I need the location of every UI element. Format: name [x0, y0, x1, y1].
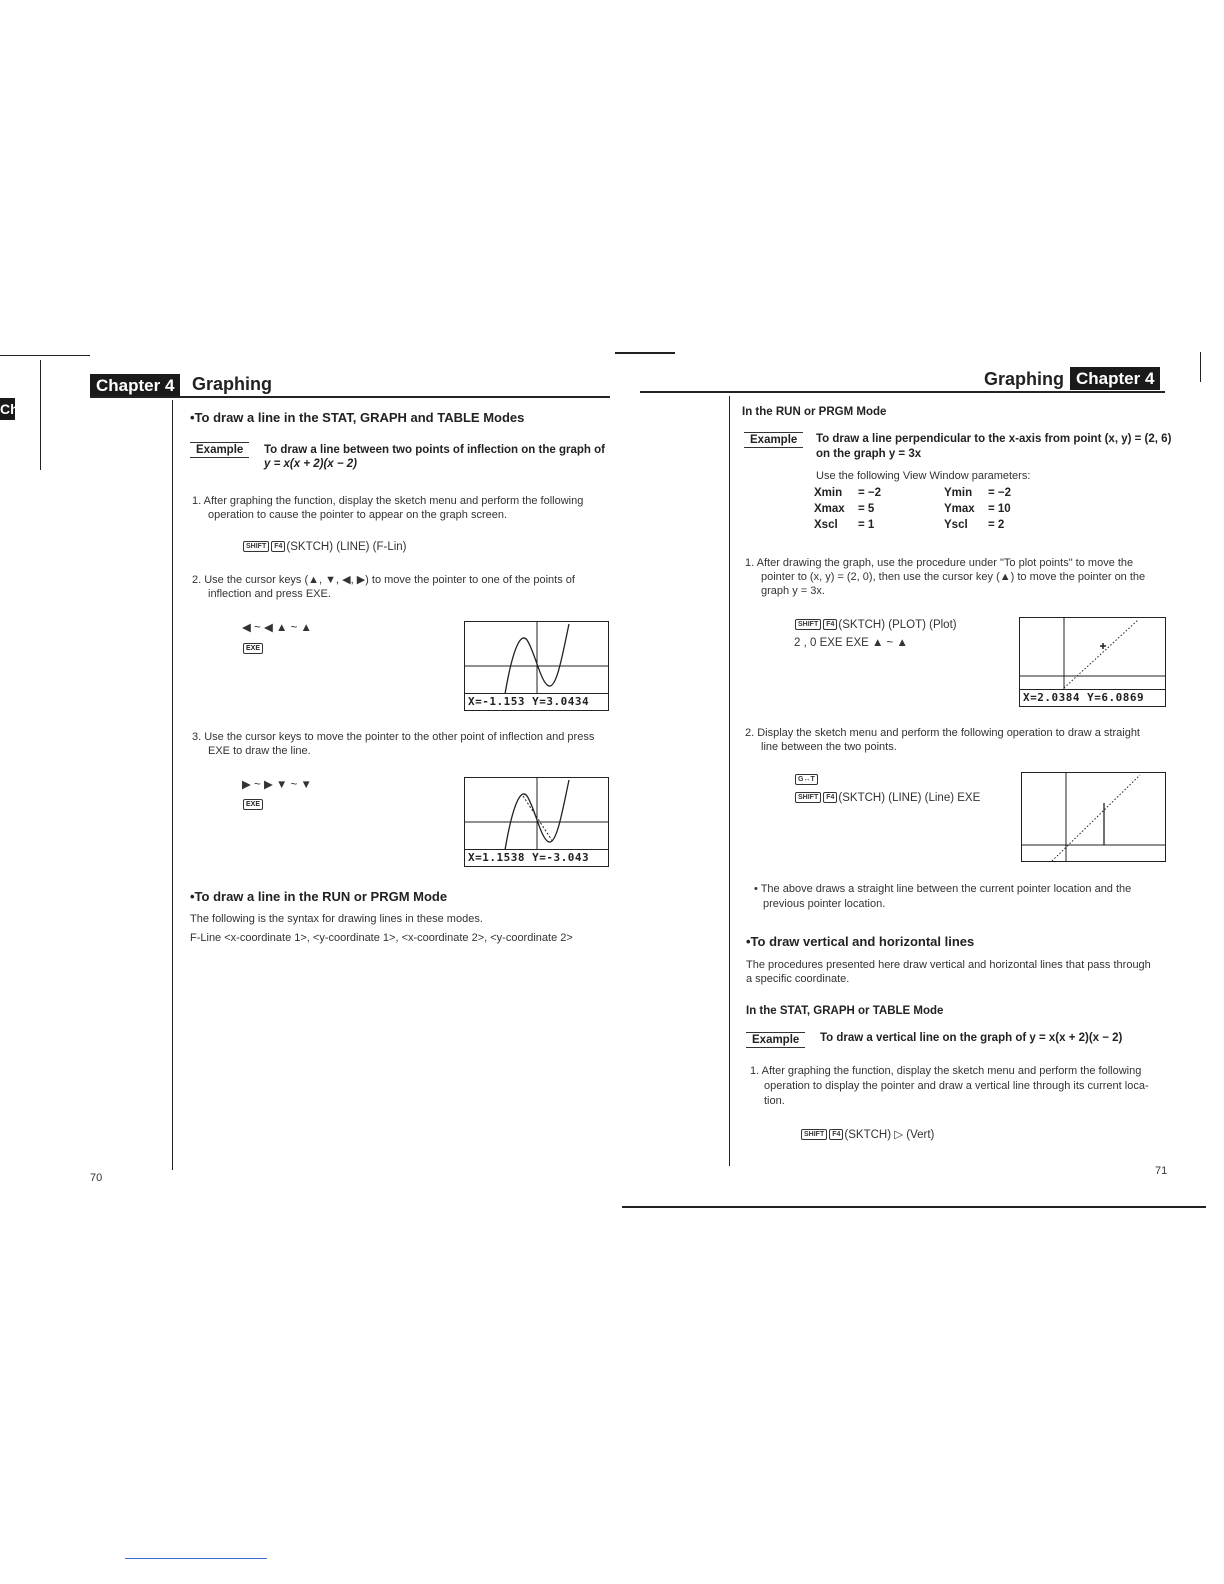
f4-key: F4 [271, 541, 285, 552]
margin-rule [729, 396, 730, 1166]
f4-key: F4 [823, 619, 837, 630]
line-y-3x [1064, 620, 1138, 688]
section-text: The procedures presented here draw vertical and horizontal lines that pass through [746, 959, 1151, 971]
header-rule [640, 391, 1165, 393]
scan-rule [0, 355, 90, 356]
key-sequence [800, 1127, 934, 1141]
calculator-screen-3 [1019, 617, 1166, 707]
params-intro: Use the following View Window parameters: [816, 470, 1031, 482]
margin-rule [172, 400, 173, 1170]
param-value: = 2 [988, 519, 1005, 531]
shift-key: SHIFT [801, 1129, 827, 1140]
key-sequence-text: (SKTCH) ▷ (Vert) [844, 1129, 935, 1141]
page-header-title: Graphing [984, 369, 1064, 389]
page-number: 71 [1155, 1165, 1168, 1177]
scan-rule [622, 1206, 1206, 1208]
shift-key: SHIFT [795, 792, 821, 803]
step-text: 2. Use the cursor keys (▲, ▼, ◀, ▶) to move the pointer to one of the points of [192, 574, 575, 586]
example-text: To draw a line perpendicular to the x-axis from point (x, y) = (2, 6) [816, 433, 1172, 445]
step-text: operation to cause the pointer to appear on the graph screen. [208, 509, 508, 521]
param-name: Ymin [944, 487, 973, 499]
scan-rule [1200, 352, 1201, 382]
header-rule [90, 396, 610, 398]
step-text: operation to display the pointer and draw a vertical line through its current loca- [764, 1080, 1149, 1092]
calculator-screen-4 [1021, 772, 1166, 862]
f4-key: F4 [823, 792, 837, 803]
step-text: line between the two points. [761, 741, 897, 753]
coordinate-readout: X=1.1538 Y=-3.043 [465, 849, 608, 866]
step-text: graph y = 3x. [761, 585, 825, 597]
line-y-3x [1052, 775, 1140, 861]
shift-key: SHIFT [243, 541, 269, 552]
mode-heading: In the RUN or PRGM Mode [742, 406, 887, 418]
shift-key: SHIFT [795, 619, 821, 630]
key-sequence-text: (SKTCH) (LINE) (F-Lin) [286, 541, 407, 553]
bullet-text: previous pointer location. [763, 898, 886, 910]
exe-key-wrap [242, 796, 264, 814]
section-heading: •To draw a line in the STAT, GRAPH and TABLE Modes [190, 410, 525, 425]
f4-key: F4 [829, 1129, 843, 1140]
step-text: EXE to draw the line. [208, 745, 311, 757]
chapter-badge: Chapter 4 [90, 374, 180, 397]
exe-key-wrap [242, 640, 264, 658]
param-value: = 10 [988, 503, 1011, 515]
step-text: inflection and press EXE. [208, 588, 331, 600]
param-value: = 1 [858, 519, 875, 531]
view-window-params [814, 485, 1017, 533]
step-text: 3. Use the cursor keys to move the pointer to the other point of inflection and press [192, 731, 595, 743]
step-text: 1. After drawing the graph, use the procedure under "To plot points" to move the [745, 557, 1134, 569]
section-text: a specific coordinate. [746, 973, 850, 985]
section-heading: •To draw vertical and horizontal lines [746, 934, 975, 949]
key-sequence [242, 541, 407, 553]
key-sequence-text: 2 , 0 EXE EXE ▲ ~ ▲ [794, 637, 908, 649]
graph-plot [1022, 773, 1165, 861]
example-label: Example [746, 1032, 805, 1048]
pointer-cross [1100, 643, 1106, 649]
param-value: = −2 [988, 487, 1012, 499]
scan-rule [40, 360, 41, 470]
example-equation: y = x(x + 2)(x − 2) [264, 458, 358, 470]
page-header-title: Graphing [192, 374, 272, 394]
param-name: Xmin [814, 487, 843, 499]
example-label: Example [190, 442, 249, 458]
graph-plot [1020, 618, 1165, 690]
page-number: 70 [90, 1172, 103, 1184]
cursor-key-sequence: ◀ ~ ◀ ▲ ~ ▲ [242, 622, 312, 634]
key-sequence-text: (SKTCH) (LINE) (Line) EXE [838, 792, 981, 804]
params-row [814, 485, 1017, 501]
key-sequence [794, 619, 957, 631]
param-name: Xscl [814, 519, 838, 531]
exe-key: EXE [243, 799, 263, 810]
step-text: 1. After graphing the function, display the sketch menu and perform the following [750, 1065, 1142, 1077]
calculator-screen-1 [464, 621, 609, 711]
cursor-key-sequence: ▶ ~ ▶ ▼ ~ ▼ [242, 779, 312, 791]
step-text: 2. Display the sketch menu and perform the following operation to draw a straight [745, 727, 1140, 739]
key-sequence-text: (SKTCH) (PLOT) (Plot) [838, 619, 957, 631]
section-heading: •To draw a line in the RUN or PRGM Mode [190, 889, 448, 904]
example-text: on the graph y = 3x [816, 448, 922, 460]
example-text: To draw a vertical line on the graph of y = x(x + 2)(x − 2) [820, 1032, 1123, 1044]
calculator-screen-2 [464, 777, 609, 867]
params-row [814, 501, 1017, 517]
param-name: Xmax [814, 503, 845, 515]
key-sequence [794, 774, 819, 786]
param-name: Ymax [944, 503, 975, 515]
edge-tab: Ch [0, 398, 15, 420]
scan-rule [615, 352, 675, 354]
coordinate-readout: X=2.0384 Y=6.0869 [1020, 689, 1165, 706]
example-text: To draw a line between two points of inflection on the graph of [264, 444, 605, 456]
gt-key: G↔T [795, 774, 818, 785]
chapter-badge: Chapter 4 [1070, 367, 1160, 390]
scan-rule [125, 1558, 267, 1559]
step-text: 1. After graphing the function, display the sketch menu and perform the following [192, 495, 584, 507]
section-text: The following is the syntax for drawing lines in these modes. [190, 913, 483, 925]
mode-heading: In the STAT, GRAPH or TABLE Mode [746, 1005, 944, 1017]
step-text: pointer to (x, y) = (2, 0), then use the cursor key (▲) to move the pointer on the [761, 571, 1146, 583]
key-sequence [794, 792, 980, 804]
inflection-line [523, 796, 553, 842]
exe-key: EXE [243, 643, 263, 654]
params-row [814, 517, 1017, 533]
step-text: tion. [764, 1095, 785, 1107]
param-name: Yscl [944, 519, 968, 531]
coordinate-readout: X=-1.153 Y=3.0434 [465, 693, 608, 710]
param-value: = 5 [858, 503, 875, 515]
param-value: = −2 [858, 487, 882, 499]
graph-plot [465, 778, 608, 850]
graph-plot [465, 622, 608, 694]
bullet-text: • The above draws a straight line between the current pointer location and the [754, 883, 1132, 895]
syntax-text: F-Line <x-coordinate 1>, <y-coordinate 1>, <x-coordinate 2>, <y-coordinate 2> [190, 932, 573, 944]
example-label: Example [744, 432, 803, 448]
